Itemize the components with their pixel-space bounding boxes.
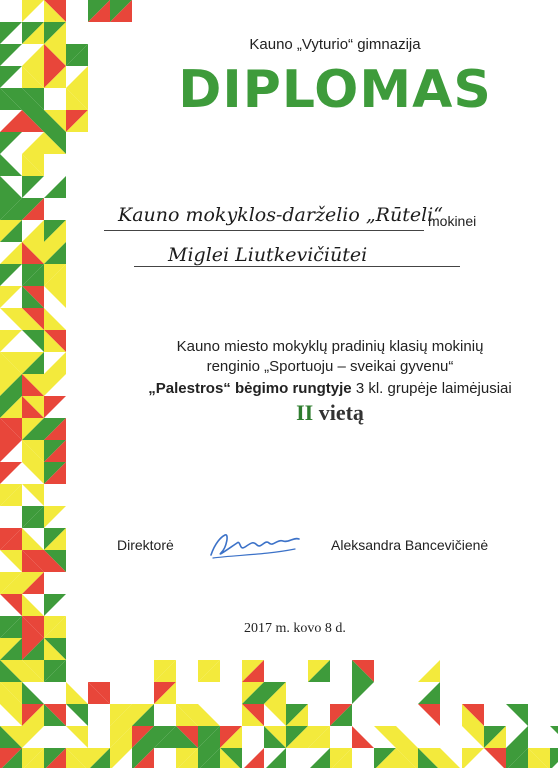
pattern-triangle [506,704,528,726]
pattern-triangle [0,308,22,330]
pattern-triangle [352,726,374,748]
name-underline [134,266,460,267]
pattern-triangle [22,682,44,704]
pattern-triangle [242,748,264,768]
pattern-triangle [0,22,22,44]
pattern-triangle [22,220,44,242]
pattern-triangle [66,66,88,88]
pattern-triangle [462,748,484,768]
pattern-triangle [66,726,88,748]
pattern-triangle [0,110,22,132]
handwritten-institution: Kauno mokyklos-darželio „Rūteli“ [118,204,443,226]
institution-suffix: mokinei [428,213,477,229]
signature-role: Direktorė [117,537,174,553]
event-group-text: 3 kl. grupėje laimėjusiai [351,380,512,397]
pattern-triangle [22,594,44,616]
pattern-triangle [44,506,66,528]
pattern-triangle [0,286,22,308]
pattern-triangle [110,748,132,768]
pattern-triangle [264,748,286,768]
pattern-triangle [44,286,66,308]
pattern-triangle [308,748,330,768]
pattern-triangle [484,748,506,768]
pattern-triangle [264,704,286,726]
pattern-triangle [22,44,44,66]
pattern-triangle [462,726,484,748]
signatory-name: Aleksandra Bancevičienė [331,537,489,553]
pattern-triangle [0,330,22,352]
pattern-triangle [374,726,396,748]
pattern-triangle [0,242,22,264]
place-number: II [296,400,314,425]
pattern-triangle [44,374,66,396]
pattern-triangle [0,44,22,66]
pattern-triangle [22,462,44,484]
pattern-triangle [198,704,220,726]
event-name-bold: „Palestros“ bėgimo rungtyje [148,380,352,397]
pattern-triangle [0,462,22,484]
pattern-triangle [66,682,88,704]
pattern-triangle [44,176,66,198]
pattern-triangle [44,352,66,374]
pattern-triangle [418,660,440,682]
event-line-3 [110,380,550,397]
event-line-2: renginio „Sportuoju – sveikai gyvenu“ [206,358,454,375]
pattern-triangle [550,748,558,768]
pattern-triangle [418,704,440,726]
pattern-triangle [440,748,462,768]
place-awarded [110,400,550,426]
pattern-triangle [396,726,418,748]
pattern-triangle [550,726,558,748]
pattern-triangle [352,682,374,704]
school-name: Kauno „Vyturio“ gimnazija [249,36,421,53]
pattern-triangle [506,726,528,748]
pattern-triangle [22,132,44,154]
institution-underline [104,230,424,231]
pattern-triangle [22,0,44,22]
handwritten-signature [205,525,305,565]
pattern-triangle [418,682,440,704]
handwritten-recipient-name: Miglei Liutkevičiūtei [168,244,368,266]
pattern-triangle [0,66,22,88]
pattern-triangle [22,176,44,198]
issue-date: 2017 m. kovo 8 d. [244,621,346,636]
pattern-triangle [0,264,22,286]
pattern-triangle [44,594,66,616]
pattern-triangle [44,308,66,330]
pattern-triangle [0,154,22,176]
pattern-triangle [0,132,22,154]
pattern-triangle [0,594,22,616]
pattern-triangle [0,550,22,572]
pattern-triangle [22,484,44,506]
pattern-triangle [0,176,22,198]
place-word: vietą [318,400,364,425]
pattern-triangle [66,704,88,726]
pattern-triangle [0,704,22,726]
event-line-1: Kauno miesto mokyklų pradinių klasių mokinių [176,338,484,355]
diploma-title: DIPLOMAS [178,60,492,120]
pattern-triangle [22,330,44,352]
pattern-triangle [0,440,22,462]
pattern-triangle [44,396,66,418]
pattern-triangle [22,528,44,550]
pattern-triangle [22,726,44,748]
